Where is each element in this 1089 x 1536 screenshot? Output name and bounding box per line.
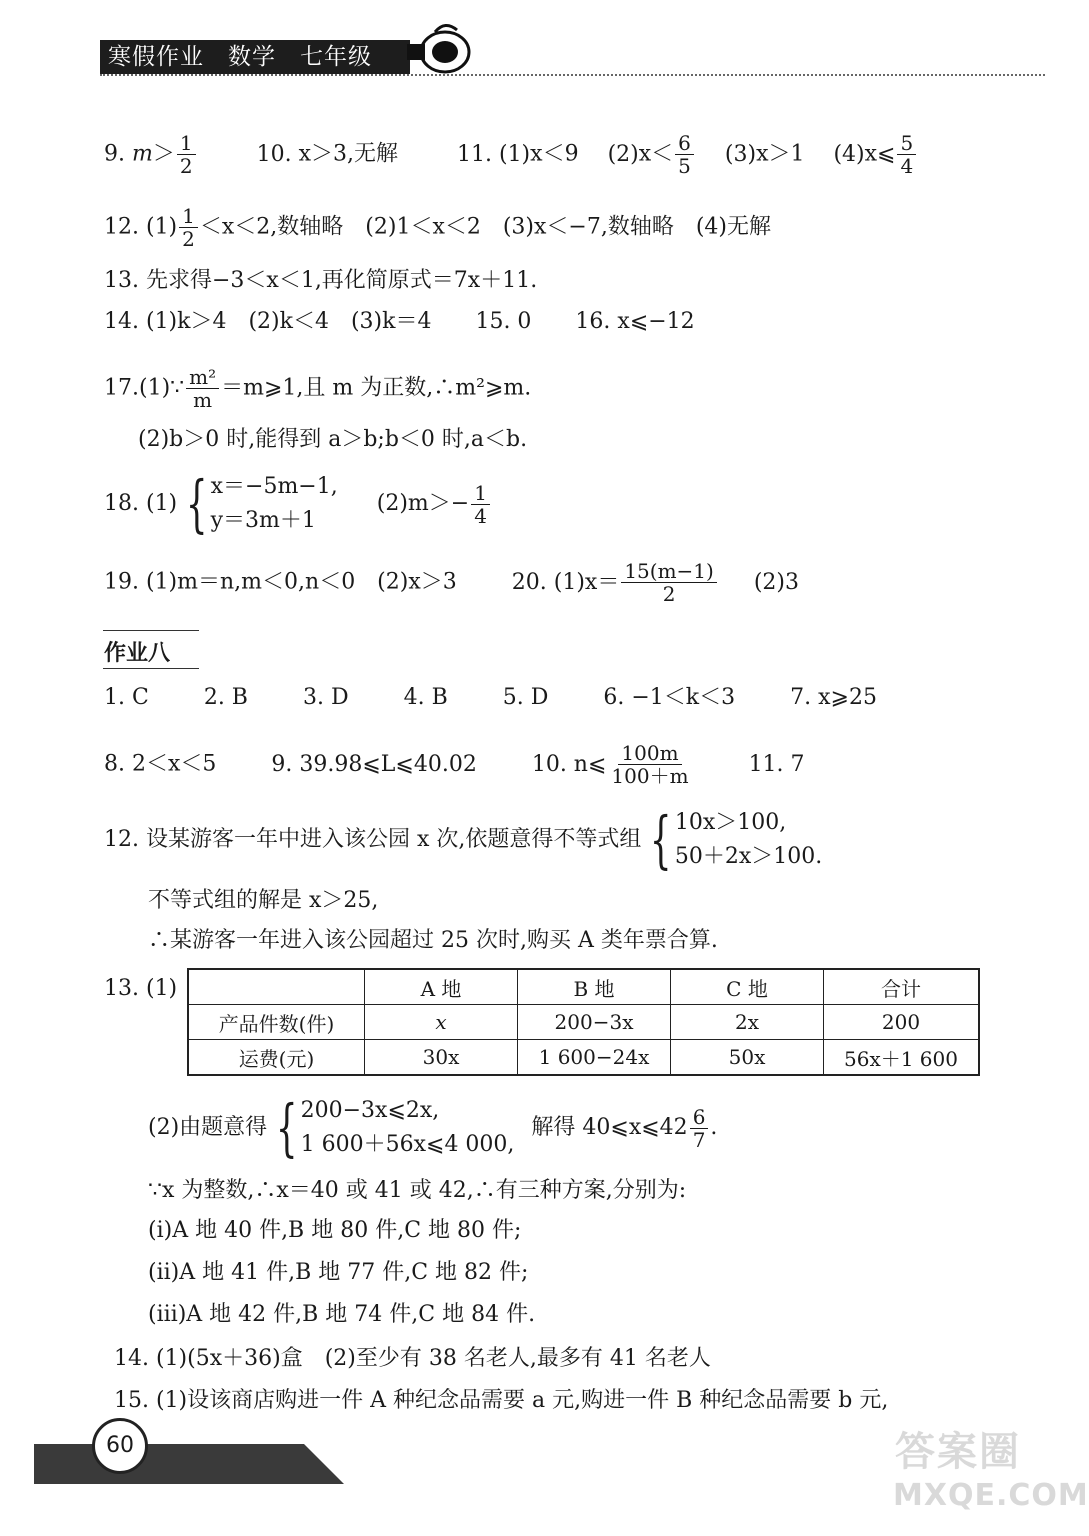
section-rule-top — [103, 630, 199, 631]
header-title: 寒假作业 数学 七年级 — [108, 44, 372, 70]
table-row — [188, 1005, 979, 1040]
answer-15: 15. (1)设该商店购进一件 A 种纪念品需要 a 元,购进一件 B 种纪念品需要 b 元, — [114, 1388, 889, 1413]
fraction: $\frac{15(m-1)}{2}$ — [621, 560, 717, 605]
fraction: $\frac{1}{2}$ — [179, 205, 198, 250]
inequality-system: { 10x＞100, 50＋2x＞100. — [650, 803, 823, 876]
answer-row-8-11: 8. 2＜x＜5 9. 39.98⩽L⩽40.02 10. n⩽ $\frac{100m}{100+m}$ 11. 7 — [104, 741, 805, 788]
table-cell: C 地 — [671, 969, 824, 1005]
table-row — [188, 969, 979, 1005]
fraction: $\frac{6}{7}$ — [690, 1106, 709, 1151]
answer-line-17-2: (2)b＞0 时,能得到 a＞b;b＜0 时,a＜b. — [138, 427, 528, 452]
section-title: 作业八 — [104, 641, 171, 666]
answer-13-integer: ∵x 为整数,∴x＝40 或 41 或 42,∴有三种方案,分别为: — [148, 1178, 687, 1203]
inequality-system: { 200−3x⩽2x, 1 600＋56x⩽4 000, — [276, 1091, 515, 1164]
table-cell — [188, 969, 365, 1005]
answer-13-plan-2: (ⅱ)A 地 41 件,B 地 77 件,C 地 82 件; — [148, 1260, 529, 1285]
table-row — [188, 1040, 979, 1076]
fraction: $\frac{1}{4}$ — [471, 482, 490, 527]
table-cell: 50x — [671, 1040, 824, 1076]
table-cell: 56x＋1 600 — [824, 1040, 980, 1076]
answer-13-2: (2)由题意得 { 200−3x⩽2x, 1 600＋56x⩽4 000, 解得 40⩽x⩽42 $\frac{6}{7}$ . — [148, 1091, 718, 1164]
header-logo-icon — [405, 18, 475, 78]
answer-row-1-7: 1. C 2. B 3. D 4. B 5. D 6. −1＜k＜3 7. x⩾25 — [104, 685, 877, 710]
table-cell: A 地 — [365, 969, 518, 1005]
table-cell: 30x — [365, 1040, 518, 1076]
freight-table — [187, 968, 980, 1076]
watermark: 答案圈 — [895, 1429, 1021, 1475]
answer-line-19-20: 19. (1)m＝n,m＜0,n＜0 (2)x＞3 20. (1)x＝ $\frac{15(m-1)}{2}$ (2)3 — [104, 559, 800, 606]
table-cell: 200−3x — [518, 1005, 671, 1040]
table-cell: 1 600−24x — [518, 1040, 671, 1076]
answer-line-14-16: 14. (1)k＞4 (2)k＜4 (3)k＝4 15. 0 16. x⩽−12 — [104, 309, 695, 334]
page-number: 60 — [92, 1418, 148, 1474]
answer-line-18: 18. (1) { x＝−5m−1, y＝3m＋1 (2)m＞− $\frac{1}{4}$ — [104, 470, 492, 538]
table-cell: 合计 — [824, 969, 980, 1005]
table-cell: x — [365, 1005, 518, 1040]
answer-line-12: 12. (1) $\frac{1}{2}$ ＜x＜2,数轴略 (2)1＜x＜2 (3)x＜−7,数轴略 (4)无解 — [104, 204, 772, 251]
header-divider — [100, 74, 1045, 76]
watermark-url: MXQE.COM — [893, 1478, 1089, 1513]
answer-13-label: 13. (1) — [104, 976, 178, 1001]
fraction: $\frac{100m}{100+m}$ — [611, 741, 689, 788]
table-cell: 2x — [671, 1005, 824, 1040]
table-cell: 运费(元) — [188, 1040, 365, 1076]
fraction: $\frac{5}{4}$ — [897, 132, 916, 177]
table-cell: 200 — [824, 1005, 980, 1040]
answer-12: 12. 设某游客一年中进入该公园 x 次,依题意得不等式组 { 10x＞100, 50＋2x＞100. — [104, 803, 823, 876]
fraction: $\frac{1}{2}$ — [177, 132, 196, 177]
answer-13-plan-3: (ⅲ)A 地 42 件,B 地 74 件,C 地 84 件. — [148, 1302, 536, 1327]
answer-12-conclusion: ∴某游客一年进入该公园超过 25 次时,购买 A 类年票合算. — [148, 928, 718, 953]
answer-13-plan-1: (ⅰ)A 地 40 件,B 地 80 件,C 地 80 件; — [148, 1218, 522, 1243]
answer-12-solution: 不等式组的解是 x＞25, — [148, 888, 379, 913]
equation-system: { x＝−5m−1, y＝3m＋1 — [186, 467, 338, 540]
fraction: $\frac{\text{m²}}{m}$ — [186, 366, 219, 411]
table-cell: B 地 — [518, 969, 671, 1005]
fraction: $\frac{6}{5}$ — [675, 132, 694, 177]
footer-bar — [34, 1438, 344, 1484]
answer-line-17-1: 17.(1)∵ $\frac{\text{m²}}{m}$ ＝m⩾1,且 m 为正数,∴m²⩾m. — [104, 365, 532, 412]
table-cell: 产品件数(件) — [188, 1005, 365, 1040]
answer-line-9-11: 9. m＞ $\frac{1}{2}$ 10. x＞3,无解 11. (1)x＜9 (2)x＜ $\frac{6}{5}$ (3)x＞1 (4)x⩽ $\frac{5}{4}$ — [104, 132, 918, 177]
section-rule-bottom — [103, 668, 199, 669]
answer-14: 14. (1)(5x＋36)盒 (2)至少有 38 名老人,最多有 41 名老人 — [114, 1346, 711, 1371]
answer-line-13: 13. 先求得−3＜x＜1,再化简原式＝7x＋11. — [104, 268, 538, 293]
